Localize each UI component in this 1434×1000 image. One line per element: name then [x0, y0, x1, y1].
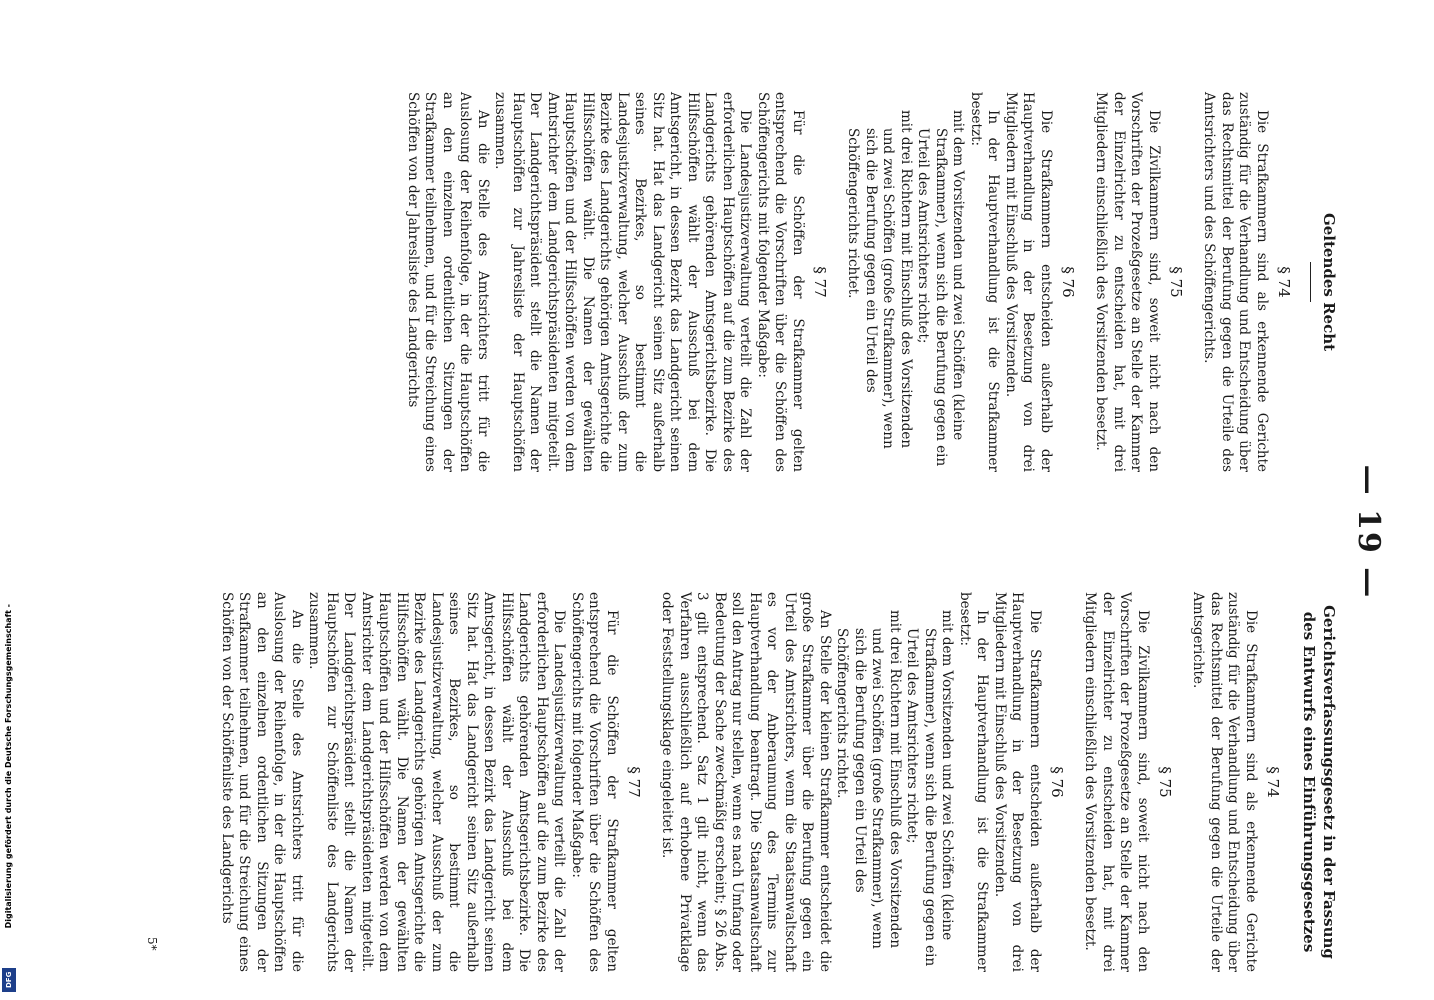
section-text: An die Stelle des Amtsrichters tritt für die Auslosung der Reihenfolge, in der die Hauptschöffen an den einzelnen ordentlichen Sitzungen der Strafkammer teilnehmen, und für die Streichung eines Schöffen von der Schöffenliste des Landgerichts: [219, 592, 305, 972]
section-number: § 74: [1275, 266, 1293, 298]
section-list-item: mit drei Richtern mit Einschluß des Vorsitzenden und zwei Schöffen (große Strafkammer), wenn sich die Berufung gegen ein Urteil des Schöffengerichts richtet.: [845, 110, 914, 449]
right-sections: [218, 592, 1284, 972]
paragraph-section: [1081, 592, 1175, 972]
section-text: An Stelle der kleinen Strafkammer entscheidet die große Strafkammer über die Berufung gegen ein Urteil des Amtsrichters, wenn die Staatsanwaltschaft es vor der Anberaumung des Termins zur Hauptverhandlung beantragt. Die Staatsanwaltschaft soll den Antrag nur stellen, wenn es nach Umfang oder Bedeutung der Sache zweckmäßig erscheint; § 26 Abs. 3 gilt entsprechend. Satz 1 gilt nicht, wenn das Verfahren ausschließlich auf erhobene Privatklage oder Feststellungsklage eingeleitet ist.: [659, 592, 833, 972]
paragraph-section: [844, 92, 1078, 472]
heading-rule: [1310, 262, 1311, 302]
section-number: § 77: [811, 266, 829, 298]
digitization-notice: Digitalisierung gefördert durch die Deutsche Forschungsgemeinschaft -: [4, 604, 13, 929]
section-number: § 76: [1048, 766, 1066, 798]
section-text: Die Strafkammern entscheiden außerhalb der Hauptverhandlung in der Besetzung von drei Mitgliedern mit Einschluß des Vorsitzenden.: [992, 592, 1043, 972]
page-number: — 19 —: [1351, 464, 1386, 600]
section-text: Die Landesjustizverwaltung verteilt die Zahl der erforderlichen Hauptschöffen auf die zum Bezirke des Landgerichts gehörenden Amtsgerichtsbezirke. Die Hilfsschöffen wählt der Ausschuß bei dem Amtsgericht, in dessen Bezirk das Landgericht seinen Sitz hat. Hat das Landgericht seinen Sitz außerhalb seines Bezirkes, so bestimmt die Landesjustizverwaltung, welcher Ausschuß der zum Bezirke des Landgerichts gehörigen Amtsgerichte die Hilfsschöffen wählt. Die Namen der gewählten Hauptschöffen und der Hilfsschöffen werden von dem Amtsrichter dem Landgerichtspräsidenten mitgeteilt. Der Landgerichtspräsident stellt die Namen der Hauptschöffen zur Jahresliste der Hauptschöffen zusammen.: [492, 92, 754, 472]
section-text: Für die Schöffen der Strafkammer gelten entsprechend die Vorschriften über die Schöffen des Schöffengerichts mit folgender Maßgabe:: [569, 592, 620, 972]
section-text: In der Hauptverhandlung ist die Strafkammer besetzt:: [957, 592, 991, 972]
paragraph-section: [658, 592, 1067, 972]
dfg-logo: DFG: [2, 968, 16, 992]
paragraph-section: [1200, 92, 1294, 472]
paragraph-section: [218, 592, 645, 972]
signature-mark: 5*: [145, 937, 159, 951]
paragraph-section: [1189, 592, 1283, 972]
section-text: An die Stelle des Amtsrichters tritt für die Auslosung der Reihenfolge, in der die Hauptschöffen an den einzelnen ordentlichen Sitzungen der Strafkammer teilnehmen, und für die Streichung eines Schöffen von der Jahresliste des Landgerichts: [405, 92, 491, 472]
column-heading-text: Gerichtsverfassungsgesetz in der Fassung des Entwurfs eines Einführungsgesetzes: [1300, 605, 1338, 959]
left-sections: [404, 92, 1295, 472]
paragraph-section: [1092, 92, 1186, 472]
section-text: Für die Schöffen der Strafkammer gelten entsprechend die Vorschriften über die Schöffen des Schöffengerichts mit folgender Maßgabe:: [755, 92, 806, 472]
column-geltendes-recht: [390, 92, 1340, 472]
column-heading: [1310, 92, 1339, 472]
section-text: Die Zivilkammern sind, soweit nicht nach den Vorschriften der Prozeßgesetze an Stelle der Kammer der Einzelrichter zu entscheiden hat, mit drei Mitgliedern einschließlich des Vorsitzenden besetzt.: [1093, 92, 1162, 472]
section-text: Die Strafkammern entscheiden außerhalb der Hauptverhandlung in der Besetzung von drei Mitgliedern mit Einschluß des Vorsitzenden.: [1003, 92, 1054, 472]
section-list-item: mit dem Vorsitzenden und zwei Schöffen (kleine Strafkammer), wenn sich die Berufung gegen ein Urteil des Amtsrichters richtet;: [904, 610, 956, 967]
section-text: In der Hauptverhandlung ist die Strafkammer besetzt:: [968, 92, 1002, 472]
paragraph-section: [404, 92, 831, 472]
column-entwurf: [204, 592, 1340, 972]
page-content: [0, 92, 1434, 972]
section-list-item: mit dem Vorsitzenden und zwei Schöffen (kleine Strafkammer), wenn sich die Berufung gegen ein Urteil des Amtsrichters richtet;: [915, 110, 967, 467]
section-number: § 76: [1059, 266, 1077, 298]
column-heading-text: Geltendes Recht: [1320, 212, 1338, 352]
section-list-item: mit drei Richtern mit Einschluß des Vorsitzenden und zwei Schöffen (große Strafkammer), wenn sich die Berufung gegen ein Urteil des Schöffengerichts richtet.: [834, 610, 903, 949]
section-text: Die Zivilkammern sind, soweit nicht nach den Vorschriften der Prozeßgesetze an Stelle der Kammer der Einzelrichter zu entscheiden hat, mit drei Mitgliedern einschließlich des Vorsitzenden besetzt.: [1082, 592, 1151, 972]
section-text: Die Strafkammern sind als erkennende Gerichte zuständig für die Verhandlung und Entscheidung über das Rechtsmittel der Berufung gegen die Urteile des Amtsrichters und des Schöffengerichts.: [1201, 92, 1270, 472]
section-number: § 75: [1156, 766, 1174, 798]
section-text: Die Landesjustizverwaltung verteilt die Zahl der erforderlichen Hauptschöffen auf die zum Bezirke des Landgerichts gehörenden Amtsgerichtsbezirke. Die Hilfsschöffen wählt der Ausschuß bei dem Amtsgericht, in dessen Bezirk das Landgericht seinen Sitz hat. Hat das Landgericht seinen Sitz außerhalb seines Bezirkes, so bestimmt die Landesjustizverwaltung, welcher Ausschuß der zum Bezirke des Landgerichts gehörigen Amtsgerichte die Hilfsschöffen wählt. Die Namen der gewählten Hauptschöffen und der Hilfsschöffen werden von dem Amtsrichter dem Landgerichtspräsidenten mitgeteilt. Der Landgerichtspräsident stellt die Namen der Hauptschöffen zur Schöffenliste des Landgerichts zusammen.: [306, 592, 568, 972]
section-number: § 75: [1167, 266, 1185, 298]
section-text: Die Strafkammern sind als erkennende Gerichte zuständig für die Verhandlung und Entscheidung über das Rechtsmittel der Berufung gegen die Urteile der Amtsgerichte.: [1190, 592, 1259, 972]
section-number: § 77: [625, 766, 643, 798]
section-number: § 74: [1264, 766, 1282, 798]
column-heading: [1299, 592, 1339, 972]
